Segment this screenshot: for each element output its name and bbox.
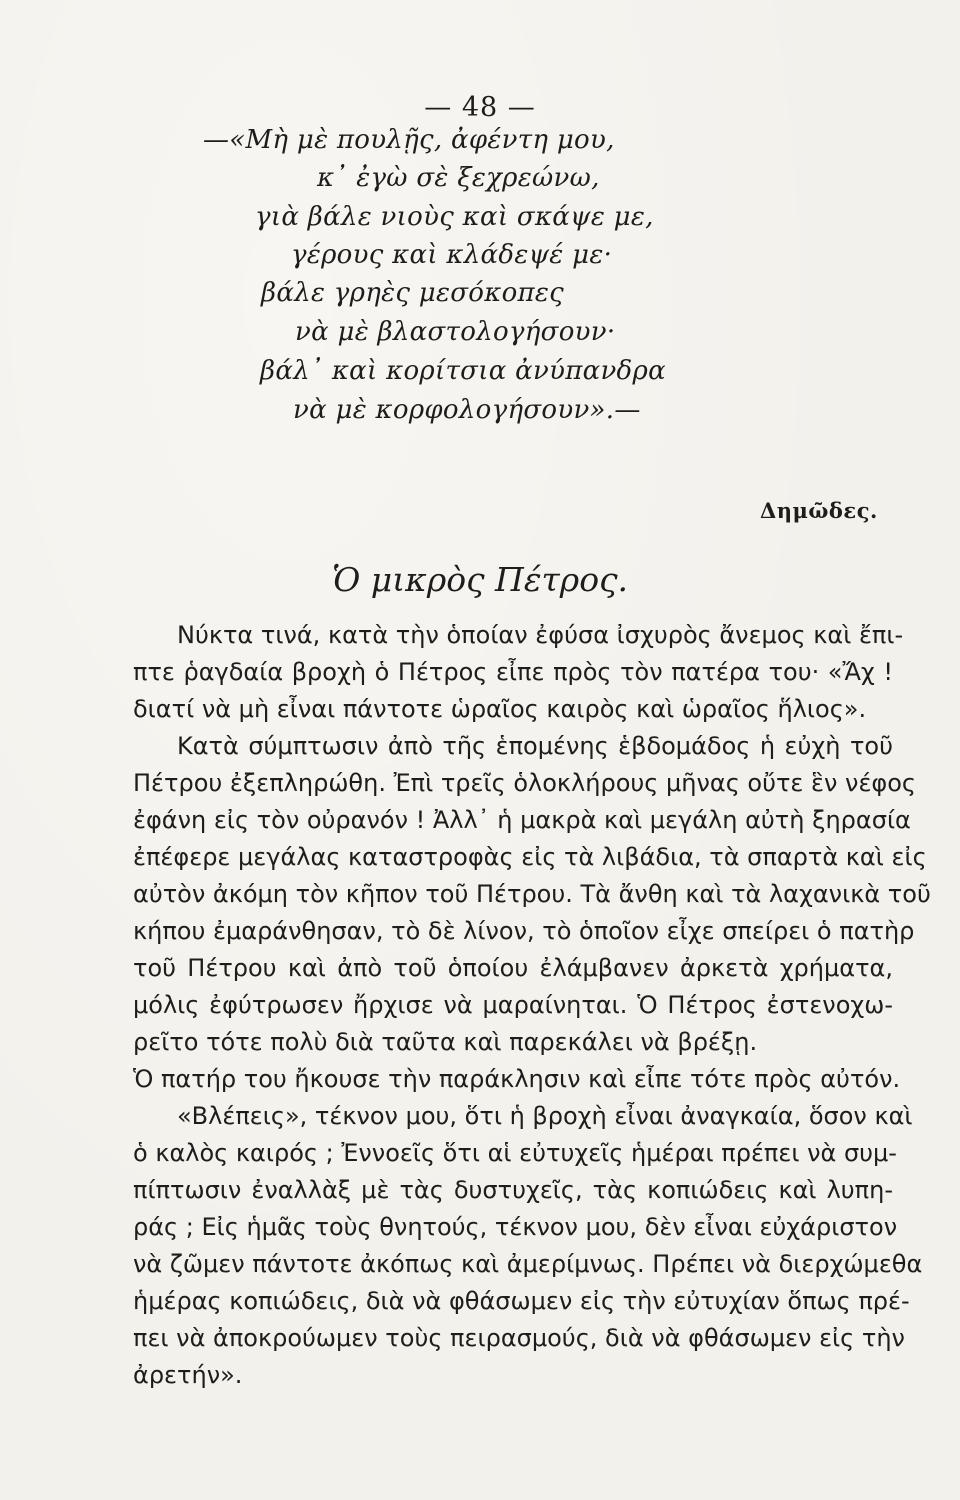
text-line: Κατὰ σύμπτωσιν ἀπὸ τῆς ἑπομένης ἑβδομάδος ἡ εὐχὴ τοῦ bbox=[177, 732, 893, 760]
text-line: κήπου ἐμαράνθησαν, τὸ δὲ λίνον, τὸ ὁποῖον εἶχε σπείρει ὁ πατὴρ bbox=[133, 917, 915, 945]
text-line: ὁ καλὸς καιρός ; Ἐννοεῖς ὅτι αἱ εὐτυχεῖς ἡμέραι πρέπει νὰ συμ- bbox=[133, 1139, 897, 1167]
text-line: πίπτωσιν ἐναλλὰξ μὲ τὰς δυστυχεῖς, τὰς κοπιώδεις καὶ λυπη- bbox=[133, 1176, 893, 1204]
text-line: μόλις ἐφύτρωσεν ἤρχισε νὰ μαραίνηται. Ὁ Πέτρος ἐστενοχω- bbox=[133, 991, 893, 1019]
page-number: — 48 — bbox=[424, 92, 536, 123]
text-line: νὰ ζῶμεν πάντοτε ἀκόπως καὶ ἀμερίμνως. Πρέπει νὰ διερχώμεθα bbox=[133, 1250, 923, 1278]
text-line: διατί νὰ μὴ εἶναι πάντοτε ὡραῖος καιρὸς καὶ ὡραῖος ἥλιος». bbox=[133, 695, 867, 723]
poem-line: νὰ μὲ κορφολογήσουν».— bbox=[293, 395, 641, 425]
poem-line: βάλ᾽ καὶ κορίτσια ἀνύπανδρα bbox=[260, 356, 666, 386]
text-line: αὐτὸν ἀκόμη τὸν κῆπον τοῦ Πέτρου. Τὰ ἄνθη καὶ τὰ λαχανικὰ τοῦ bbox=[133, 880, 931, 908]
text-line: πει νὰ ἀποκρούωμεν τοὺς πειρασμούς, διὰ νὰ φθάσωμεν εἰς τὴν bbox=[133, 1324, 905, 1352]
text-line: ράς ; Εἰς ἡμᾶς τοὺς θνητούς, τέκνον μου, δὲν εἶναι εὐχάριστον bbox=[133, 1213, 898, 1241]
poem-line: γιὰ βάλε νιοὺς καὶ σκάψε με, bbox=[255, 202, 654, 232]
poem-line: κ᾽ ἐγὼ σὲ ξεχρεώνω, bbox=[317, 163, 600, 193]
text-line: ἐπέφερε μεγάλας καταστροφὰς εἰς τὰ λιβάδια, τὰ σπαρτὰ καὶ εἰς bbox=[133, 843, 927, 871]
text-line: ἀρετήν». bbox=[133, 1361, 243, 1389]
text-line: τοῦ Πέτρου καὶ ἀπὸ τοῦ ὁποίου ἐλάμβανεν ἀρκετὰ χρήματα, bbox=[133, 954, 893, 982]
story-title: Ὁ μικρὸς Πέτρος. bbox=[331, 560, 629, 599]
text-line: πτε ῥαγδαία βροχὴ ὁ Πέτρος εἶπε πρὸς τὸν πατέρα του· «Ἄχ ! bbox=[133, 658, 893, 686]
text-line: ἐφάνη εἰς τὸν οὐρανόν ! Ἀλλ᾽ ἡ μακρὰ καὶ μεγάλη αὐτὴ ξηρασία bbox=[133, 806, 911, 834]
poem-attribution: Δημῶδες. bbox=[760, 498, 878, 523]
text-line: Πέτρου ἐξεπληρώθη. Ἐπὶ τρεῖς ὁλοκλήρους μῆνας οὔτε ἓν νέφος bbox=[133, 769, 917, 797]
text-line: ἡμέρας κοπιώδεις, διὰ νὰ φθάσωμεν εἰς τὴν εὐτυχίαν ὅπως πρέ- bbox=[133, 1287, 910, 1315]
poem-line: —«Μὴ μὲ πουλῇς, ἀφέντη μου, bbox=[203, 125, 615, 155]
text-line: Νύκτα τινά, κατὰ τὴν ὁποίαν ἐφύσα ἰσχυρὸς ἄνεμος καὶ ἔπι- bbox=[177, 621, 904, 649]
text-line: ρεῖτο τότε πολὺ διὰ ταῦτα καὶ παρεκάλει νὰ βρέξῃ. bbox=[133, 1028, 758, 1056]
poem-line: γέρους καὶ κλάδεψέ με· bbox=[291, 240, 613, 270]
poem-line: βάλε γρηὲς μεσόκοπες bbox=[261, 278, 565, 308]
text-line: Ὁ πατήρ του ἤκουσε τὴν παράκλησιν καὶ εἶπε τότε πρὸς αὐτόν. bbox=[133, 1065, 901, 1093]
text-line: «Βλέπεις», τέκνον μου, ὅτι ἡ βροχὴ εἶναι ἀναγκαία, ὅσον καὶ bbox=[177, 1102, 913, 1130]
poem-line: νὰ μὲ βλαστολογήσουν· bbox=[295, 317, 616, 347]
